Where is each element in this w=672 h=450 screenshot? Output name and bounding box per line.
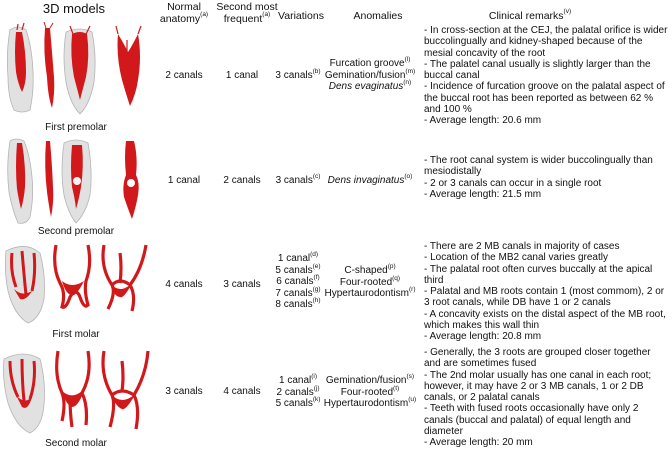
remark-item: - The root canal system is wider buccolingually than mesiodistally (424, 155, 653, 178)
second-premolar-anomalies (312, 173, 425, 187)
second-premolar-second: 2 canals (223, 175, 261, 186)
remark-item: - Average length: 20 mm (424, 437, 533, 449)
variation-text: 1 canal (277, 253, 311, 264)
variation-ref: (d) (310, 251, 319, 258)
remark-item: - The 2nd molar usually has one canal in each root; however, it may have 2 or 3 MB canals, 1 or 2 DB canals, or 2 palatal canals (424, 369, 652, 404)
variation-text: 5 canals (275, 264, 313, 276)
anomaly-ref: (p) (387, 263, 396, 270)
second-molar-anomalies (312, 373, 425, 410)
anomaly-ref: (m) (405, 67, 416, 75)
anomaly-ref: (u) (408, 396, 417, 403)
anomaly-item (315, 375, 425, 387)
normal-anatomy-header-ref: (a) (200, 11, 209, 18)
anomaly-text: Gemination/fusion (324, 69, 406, 81)
first-premolar-label: First premolar (45, 122, 107, 133)
anomaly-text: Dens evaginatus (328, 81, 404, 92)
first-premolar-3d-model (0, 22, 152, 137)
anomaly-item (312, 396, 425, 410)
anomaly-item (312, 262, 425, 277)
first-molar-model-icon (0, 237, 152, 341)
variation-text: 6 canals (276, 276, 314, 287)
remark-item: - In cross-section at the CEJ, the palatal orifice is wider buccolingually and kidney-shaped because of the mesial concavity of the root (424, 25, 668, 59)
second-molar-normal: 3 canals (165, 386, 203, 397)
anomaly-item (312, 285, 425, 300)
variation-text: 2 canals (276, 386, 314, 398)
second-molar-3d-model (0, 341, 152, 450)
remark-item: - Teeth with fused roots occasionally have only 2 canals (buccal and palatal) of equal length and diameter (424, 403, 639, 438)
variation-text: 5 canals (275, 398, 313, 409)
anomaly-ref: (t) (393, 384, 400, 392)
anomaly-ref: (r) (408, 286, 416, 293)
anomaly-item (312, 173, 425, 187)
clinical-remarks-header-text: Clinical remarks (488, 10, 564, 22)
first-premolar-model-icon (0, 22, 152, 137)
anomaly-ref: (q) (392, 274, 401, 282)
anomaly-text: Hypertaurodontism (324, 288, 409, 299)
remark-item: - There are 2 MB canals in majority of cases (424, 241, 620, 252)
remark-item: - Average length: 21.5 mm (424, 188, 542, 200)
first-molar-3d-model (0, 237, 152, 341)
second-frequent-header-ref: (a) (262, 11, 271, 18)
remark-item: - A concavity exists on the distal aspect of the MB root, which makes this wall thin (424, 308, 666, 332)
anomaly-text: Furcation groove (329, 58, 405, 69)
variation-ref: (j) (313, 384, 320, 392)
first-premolar-normal: 2 canals (165, 70, 203, 81)
clinical-remarks-header-ref: (v) (563, 8, 572, 15)
anomaly-text: Four-rooted (340, 386, 394, 398)
row-first-molar (0, 237, 672, 341)
anomaly-ref: (l) (404, 56, 411, 63)
anomaly-item (315, 81, 425, 93)
variation-text: 3 canals (275, 175, 313, 186)
variation-ref: (k) (312, 396, 321, 403)
second-premolar-normal: 1 canal (167, 175, 201, 186)
variation-text: 7 canals (275, 287, 313, 299)
remark-item: - Palatal and MB roots contain 1 (most commom), 2 or 3 root canals, while DB have 1 or 2 canals (424, 286, 665, 309)
remark-item: - The palatal root often curves buccally at the apical third (424, 263, 653, 286)
variation-ref: (g) (312, 285, 321, 293)
remark-item: - Incidence of furcation groove on the palatal aspect of the buccal root has been reported as between 62 % and 100 % (424, 81, 665, 116)
anomaly-text: Four-rooted (339, 276, 393, 288)
first-molar-second: 3 canals (223, 279, 261, 290)
models-header: 3D models (42, 1, 106, 16)
row-first-premolar (0, 22, 672, 137)
row-second-premolar (0, 137, 672, 237)
second-premolar-3d-model (0, 137, 152, 237)
first-premolar-remarks (424, 25, 670, 127)
remark-item: - Location of the MB2 canal varies greatly (424, 252, 608, 264)
remark-item: - Average length: 20.8 mm (424, 331, 542, 343)
second-premolar-remarks (424, 155, 670, 200)
anomaly-text: Gemination/fusion (325, 375, 407, 386)
anomaly-ref: (o) (404, 173, 413, 180)
anomaly-text: C-shaped (344, 265, 388, 276)
second-premolar-model-icon (0, 137, 152, 237)
normal-anatomy-header-text: Normal anatomy (159, 1, 201, 25)
anomaly-text: Hypertaurodontism (323, 398, 409, 409)
variation-text: 1 canal (278, 375, 312, 386)
variation-item (268, 299, 328, 311)
remark-item: - Generally, the 3 roots are grouped closer together and are sometimes fused (424, 347, 651, 370)
variation-ref: (i) (311, 373, 318, 380)
anomaly-ref: (s) (406, 373, 415, 380)
anomaly-ref: (n) (403, 79, 412, 86)
remark-item: - The palatel canal usually is slightly larger than the buccal canal (424, 58, 651, 82)
variation-text: 3 canals (275, 70, 313, 81)
variation-ref: (e) (312, 262, 321, 270)
first-premolar-second: 1 canal (225, 70, 259, 81)
clinical-remarks-header (430, 10, 630, 22)
anomalies-header: Anomalies (353, 10, 403, 22)
first-premolar-anomalies (312, 56, 425, 93)
second-molar-second: 4 canals (223, 386, 261, 397)
anomaly-text: Dens invaginatus (327, 175, 405, 186)
variation-ref: (f) (313, 274, 320, 281)
variation-ref: (h) (312, 297, 321, 304)
variations-header: Variations (278, 10, 324, 22)
second-premolar-label: Second premolar (37, 226, 115, 237)
first-molar-normal: 4 canals (165, 279, 203, 290)
first-molar-remarks (424, 241, 670, 343)
second-molar-label: Second molar (45, 438, 107, 449)
second-frequent-header-text: Second most frequent (216, 1, 278, 25)
remark-item: - 2 or 3 canals can occur in a single root (424, 177, 602, 189)
first-molar-anomalies (312, 262, 425, 300)
variation-ref: (c) (312, 173, 321, 180)
remark-item: - Average length: 20.6 mm (424, 115, 542, 127)
second-molar-remarks (424, 347, 670, 449)
row-second-molar (0, 341, 672, 450)
second-molar-model-icon (0, 341, 152, 450)
variation-text: 8 canals (275, 299, 313, 310)
variation-ref: (b) (312, 68, 321, 75)
first-molar-label: First molar (52, 329, 100, 340)
